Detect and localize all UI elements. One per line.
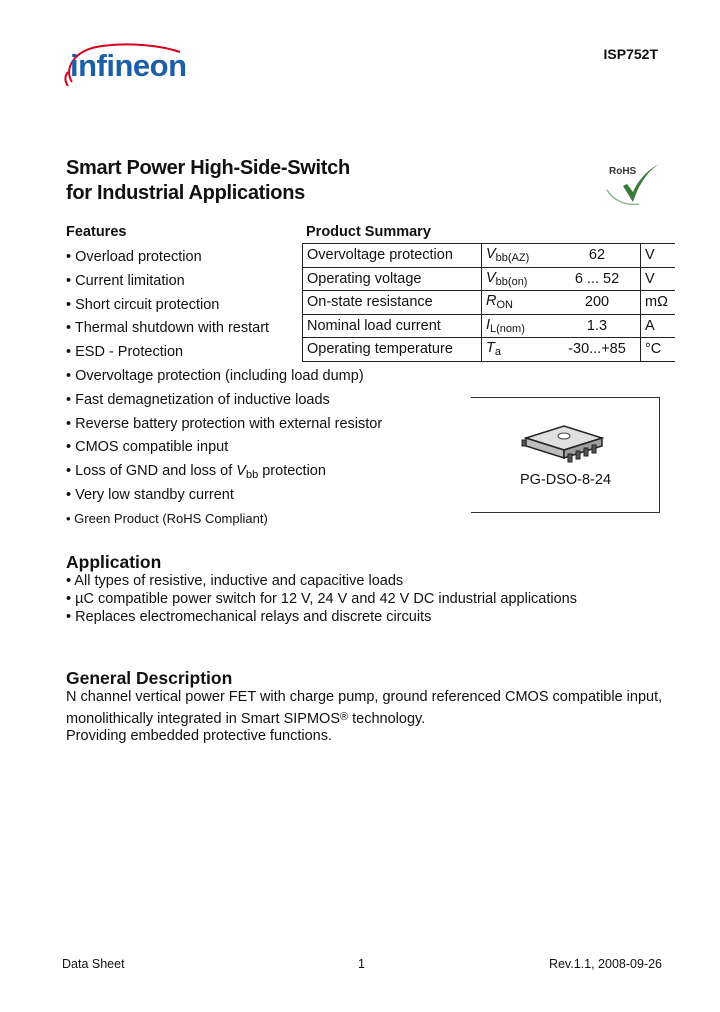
product-summary-table <box>302 243 675 362</box>
general-description-heading: General Description <box>66 668 233 688</box>
loss-symbol: V <box>236 463 246 480</box>
feature-item: • Short circuit protection <box>66 296 220 313</box>
feature-item: • Overload protection <box>66 249 202 265</box>
application-item: • µC compatible power switch for 12 V, 24 V and 42 V DC industrial applications <box>66 591 577 608</box>
description-line: Providing embedded protective functions. <box>66 728 332 744</box>
symbol-letter: I <box>486 316 491 333</box>
loss-text-after: protection <box>258 463 326 480</box>
registered-mark: ® <box>340 710 349 723</box>
symbol-letter: V <box>486 246 496 263</box>
logo-text: infineon <box>70 48 187 83</box>
summary-value: 200 <box>554 291 641 315</box>
feature-item: • Reverse battery protection with external resistor <box>66 415 383 432</box>
description-text: monolithically integrated in Smart SIPMOS <box>66 710 340 727</box>
application-heading: Application <box>66 552 162 572</box>
checkmark-icon <box>605 160 661 208</box>
rohs-badge <box>605 160 661 208</box>
summary-unit: mΩ <box>645 294 668 311</box>
package-box-top-border <box>471 397 660 398</box>
rohs-label: RoHS <box>609 166 637 177</box>
symbol-letter: R <box>486 293 497 310</box>
symbol-subscript: bb(on) <box>495 275 528 288</box>
general-description-text <box>66 688 666 747</box>
summary-row <box>303 267 676 291</box>
symbol-subscript: bb(AZ) <box>495 252 530 265</box>
feature-item-green: • Green Product (RoHS Compliant) <box>66 510 268 526</box>
symbol-subscript: a <box>494 346 501 359</box>
feature-item: • Overvoltage protection (including load dump) <box>66 367 364 384</box>
summary-value: -30...+85 <box>554 338 641 362</box>
summary-param: Overvoltage protection <box>303 244 482 268</box>
summary-row <box>303 244 676 268</box>
summary-value: 62 <box>554 244 641 268</box>
description-text: technology. <box>348 710 426 727</box>
document-title <box>66 156 350 206</box>
symbol-letter: V <box>486 269 496 286</box>
summary-symbol <box>482 267 555 291</box>
title-line-2: for Industrial Applications <box>66 182 305 204</box>
summary-unit: A <box>645 317 655 334</box>
package-label: PG-DSO-8-24 <box>519 472 612 488</box>
summary-param: On-state resistance <box>303 291 482 315</box>
summary-symbol <box>482 314 555 338</box>
feature-item-loss-gnd <box>66 460 382 484</box>
summary-symbol <box>482 244 555 268</box>
loss-subscript: bb <box>245 469 259 482</box>
summary-value: 1.3 <box>554 314 641 338</box>
features-heading: Features <box>66 224 127 240</box>
summary-param: Nominal load current <box>303 314 482 338</box>
summary-param: Operating voltage <box>303 267 482 291</box>
summary-unit: V <box>645 247 655 264</box>
feature-item: • Current limitation <box>66 272 185 289</box>
feature-item: • Thermal shutdown with restart <box>66 320 270 337</box>
symbol-subscript: L(nom) <box>490 322 525 335</box>
symbol-subscript: ON <box>496 299 513 312</box>
title-line-1: Smart Power High-Side-Switch <box>66 157 350 179</box>
summary-row <box>303 338 676 362</box>
product-summary-heading: Product Summary <box>306 224 431 240</box>
summary-symbol <box>482 338 555 362</box>
description-line: N channel vertical power FET with charge pump, ground referenced CMOS compatible input, <box>66 689 663 705</box>
summary-value: 6 ... 52 <box>554 267 641 291</box>
summary-row <box>303 314 676 338</box>
footer-page-number: 1 <box>358 957 365 971</box>
feature-item: • CMOS compatible input <box>66 439 229 456</box>
application-item: • Replaces electromechanical relays and discrete circuits <box>66 609 432 626</box>
footer-revision: Rev.1.1, 2008-09-26 <box>548 957 662 971</box>
feature-item: • Very low standby current <box>66 486 234 503</box>
summary-symbol <box>482 291 555 315</box>
chip-package-icon <box>516 420 612 468</box>
feature-item: • Fast demagnetization of inductive loads <box>66 391 330 408</box>
symbol-letter: T <box>486 340 495 357</box>
summary-unit: V <box>645 270 655 287</box>
description-line <box>66 708 666 728</box>
loss-text-before: • Loss of GND and loss of <box>66 463 237 480</box>
summary-unit: °C <box>645 341 662 358</box>
summary-row <box>303 291 676 315</box>
part-number: ISP752T <box>603 46 658 62</box>
infineon-logo <box>62 40 186 92</box>
summary-param: Operating temperature <box>303 338 482 362</box>
application-item: • All types of resistive, inductive and capacitive loads <box>66 573 404 589</box>
footer-doc-type: Data Sheet <box>62 957 125 971</box>
application-list <box>66 572 577 627</box>
feature-item: • ESD - Protection <box>66 344 184 361</box>
